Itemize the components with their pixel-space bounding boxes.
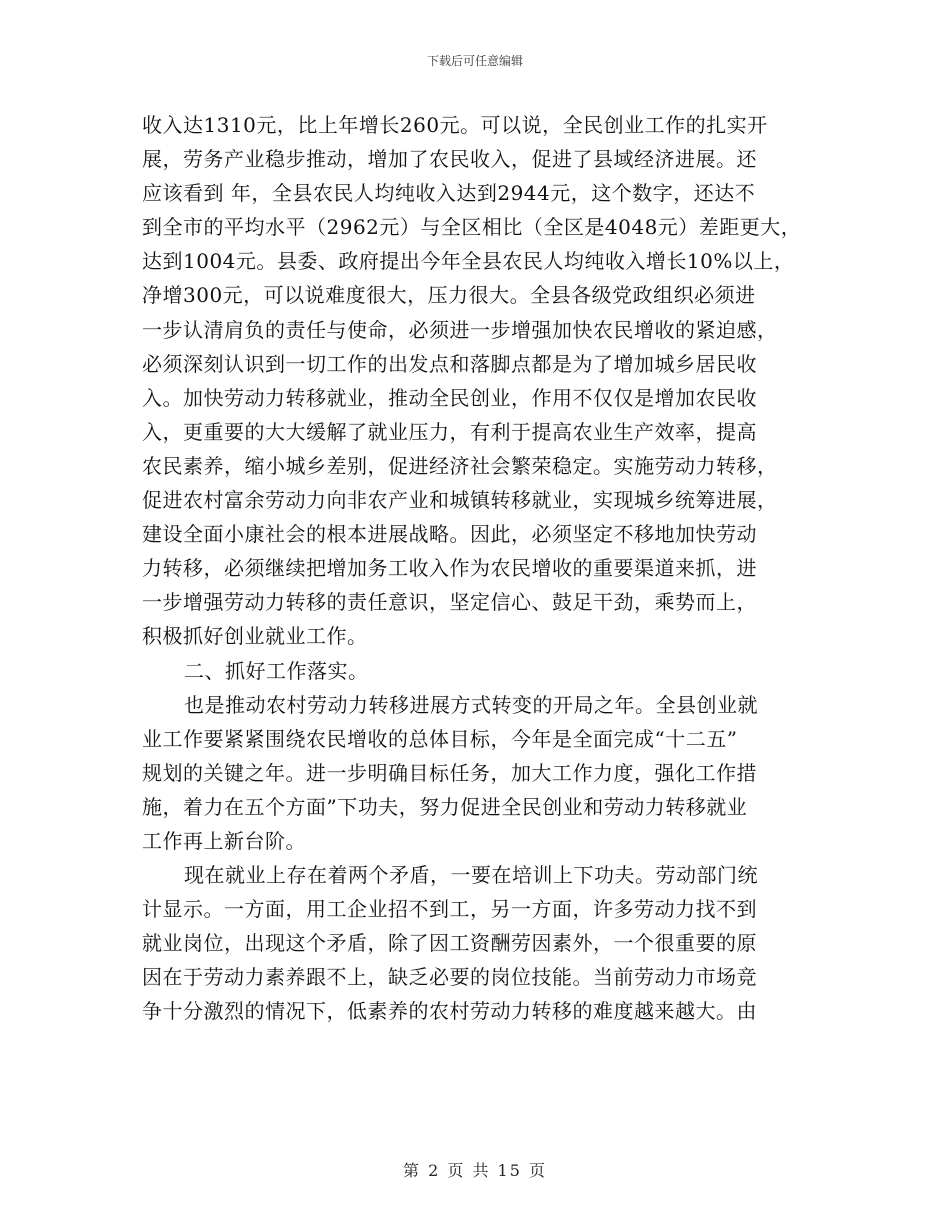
text-line: 收入达1310元，比上年增长260元。可以说，全民创业工作的扎实开 [142,113,768,137]
text-line: 一步增强劳动力转移的责任意识，坚定信心、鼓足干劲，乘势而上， [142,590,757,615]
text-line: 就业岗位，出现这个矛盾，除了因工资酬劳因素外，一个很重要的原 [142,931,757,956]
text-line: 建设全面小康社会的根本进展战略。因此，必须坚定不移地加快劳动 [142,522,757,547]
text-line: 农民素养，缩小城乡差别，促进经济社会繁荣稳定。实施劳动力转移， [142,453,778,478]
text-line: 二、抓好工作落实。 [184,658,369,683]
text-line: 必须深刻认识到一切工作的出发点和落脚点都是为了增加城乡居民收 [142,351,757,376]
text-line: 入。加快劳动力转移就业，推动全民创业，作用不仅仅是增加农民收 [142,385,757,410]
text-line: 规划的关键之年。进一步明确目标任务，加大工作力度，强化工作措 [142,760,757,785]
text-line: 应该看到 年，全县农民人均纯收入达到2944元，这个数字，还达不 [142,181,756,206]
text-line: 一步认清肩负的责任与使命，必须进一步增强加快农民增收的紧迫感， [142,317,778,342]
text-line: 工作再上新台阶。 [142,828,306,853]
text-line: 展，劳务产业稳步推动，增加了农民收入，促进了县域经济进展。还 [142,147,757,172]
text-line: 促进农村富余劳动力向非农产业和城镇转移就业，实现城乡统筹进展， [142,488,778,513]
text-line: 到全市的平均水平（2962元）与全区相比（全区是4048元）差距更大， [142,215,802,240]
text-line: 也是推动农村劳动力转移进展方式转变的开局之年。全县创业就 [184,692,758,717]
text-line: 力转移，必须继续把增加务工收入作为农民增收的重要渠道来抓，进 [142,556,757,581]
text-line: 积极抓好创业就业工作。 [142,624,368,649]
text-line: 入，更重要的大大缓解了就业压力，有利于提高农业生产效率，提高 [142,419,757,444]
text-line: 现在就业上存在着两个矛盾，一要在培训上下功夫。劳动部门统 [184,863,758,888]
text-line: 计显示。一方面，用工企业招不到工，另一方面，许多劳动力找不到 [142,897,757,922]
page-footer: 第 2 页 共 15 页 [403,1161,547,1180]
text-line: 争十分激烈的情况下，低素养的农村劳动力转移的难度越来越大。由 [142,999,757,1024]
page-header: 下载后可任意编辑 [426,54,523,68]
text-line: 业工作要紧紧围绕农民增收的总体目标，今年是全面完成“十二五” [142,726,738,751]
text-line: 施，着力在五个方面”下功夫，努力促进全民创业和劳动力转移就业 [142,794,748,819]
text-line: 因在于劳动力素养跟不上，缺乏必要的岗位技能。当前劳动力市场竞 [142,965,757,990]
document-body [142,108,832,1029]
text-line: 净增300元，可以说难度很大，压力很大。全县各级党政组织必须进 [142,283,756,308]
text-line: 达到1004元。县委、政府提出今年全县农民人均纯收入增长10%以上， [142,249,795,274]
